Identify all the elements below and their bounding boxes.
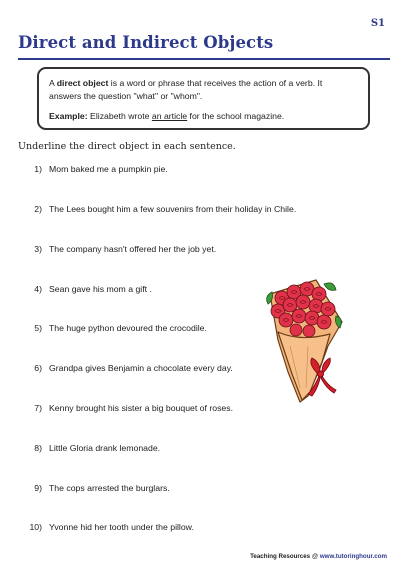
definition-term: direct object bbox=[56, 78, 109, 88]
rose-bouquet-illustration bbox=[264, 276, 344, 412]
question-number: 2) bbox=[34, 204, 42, 214]
question-1 bbox=[20, 164, 168, 174]
question-10 bbox=[20, 522, 194, 532]
question-number: 3) bbox=[34, 244, 42, 254]
question-text: Sean gave his mom a gift . bbox=[49, 284, 152, 294]
question-2 bbox=[20, 204, 296, 214]
question-4 bbox=[20, 284, 152, 294]
definition-box bbox=[37, 67, 370, 130]
question-text: Grandpa gives Benjamin a chocolate every day. bbox=[49, 363, 233, 373]
question-number: 9) bbox=[34, 483, 42, 493]
question-text: Yvonne hid her tooth under the pillow. bbox=[49, 522, 194, 532]
question-number: 1) bbox=[34, 164, 42, 174]
worksheet-code: S1 bbox=[370, 18, 385, 29]
question-8 bbox=[20, 443, 160, 453]
question-number: 10) bbox=[29, 522, 42, 532]
footer-label: Teaching Resources bbox=[250, 553, 311, 560]
question-7 bbox=[20, 403, 233, 413]
question-text: The Lees bought him a few souvenirs from their holiday in Chile. bbox=[49, 204, 297, 214]
definition-body-1: is a word or phrase that receives the action of a verb. It bbox=[108, 78, 323, 88]
example-label: Example: bbox=[49, 111, 88, 121]
footer bbox=[250, 553, 387, 560]
question-text: Little Gloria drank lemonade. bbox=[49, 443, 161, 453]
example-object: an article bbox=[151, 111, 188, 121]
question-6 bbox=[20, 363, 233, 373]
example-after: for the school magazine. bbox=[187, 111, 285, 121]
footer-separator: @ bbox=[310, 553, 320, 560]
question-number: 6) bbox=[34, 363, 42, 373]
example-before: Elizabeth wrote bbox=[87, 111, 152, 121]
question-text: The cops arrested the burglars. bbox=[49, 483, 170, 493]
instruction: Underline the direct object in each sentence. bbox=[18, 141, 236, 152]
question-3 bbox=[20, 244, 216, 254]
question-text: Kenny brought his sister a big bouquet of roses. bbox=[49, 403, 233, 413]
title-underline bbox=[18, 58, 390, 60]
page-title: Direct and Indirect Objects bbox=[18, 33, 274, 52]
question-text: The huge python devoured the crocodile. bbox=[49, 323, 207, 333]
question-text: The company hasn't offered her the job yet. bbox=[49, 244, 217, 254]
question-text: Mom baked me a pumpkin pie. bbox=[49, 164, 168, 174]
question-number: 5) bbox=[34, 323, 42, 333]
definition-line-2: answers the question "what" or "whom". bbox=[49, 91, 203, 101]
question-number: 7) bbox=[34, 403, 42, 413]
footer-site: www.tutoringhour.com bbox=[319, 553, 387, 560]
definition-line-1 bbox=[49, 77, 358, 90]
question-9 bbox=[20, 483, 170, 493]
question-number: 8) bbox=[34, 443, 42, 453]
definition-prefix: A bbox=[49, 78, 57, 88]
example-line bbox=[49, 110, 358, 123]
question-number: 4) bbox=[34, 284, 42, 294]
question-5 bbox=[20, 323, 207, 333]
